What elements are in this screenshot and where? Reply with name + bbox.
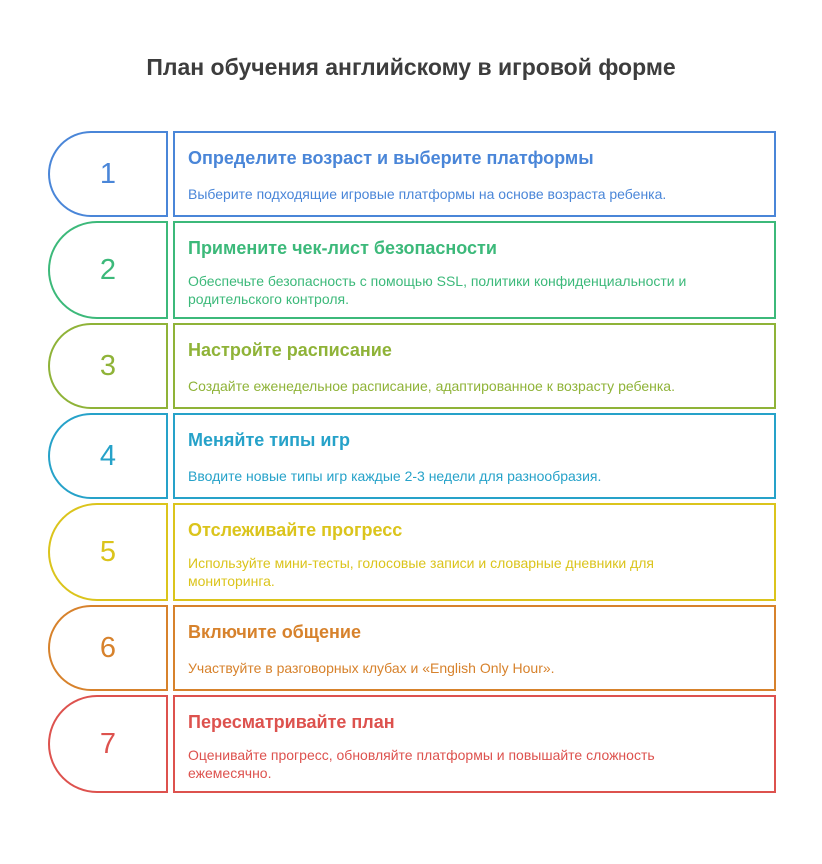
step-title: Примените чек-лист безопасности bbox=[188, 238, 497, 258]
step-2 bbox=[46, 221, 776, 319]
step-box bbox=[173, 605, 776, 691]
badge-divider bbox=[166, 413, 168, 499]
badge-divider bbox=[166, 695, 168, 793]
step-title: Пересматривайте план bbox=[188, 712, 395, 732]
step-4 bbox=[46, 413, 776, 499]
step-description: Выберите подходящие игровые платформы на основе возраста ребенка. bbox=[188, 186, 667, 202]
step-description: Обеспечьте безопасность с помощью SSL, политики конфиденциальности и родительского контроля. bbox=[188, 273, 687, 307]
step-box bbox=[173, 503, 776, 601]
step-description: Участвуйте в разговорных клубах и «English Only Hour». bbox=[188, 660, 555, 676]
step-box bbox=[173, 413, 776, 499]
step-1 bbox=[46, 131, 776, 217]
step-5 bbox=[46, 503, 776, 601]
step-title: Настройте расписание bbox=[188, 340, 392, 360]
badge-divider bbox=[166, 131, 168, 217]
step-description: Оценивайте прогресс, обновляйте платформы и повышайте сложность ежемесячно. bbox=[188, 747, 655, 781]
step-box bbox=[173, 131, 776, 217]
step-number-badge: 2 bbox=[48, 221, 166, 319]
step-number-badge: 4 bbox=[48, 413, 166, 499]
step-box bbox=[173, 221, 776, 319]
step-title: Определите возраст и выберите платформы bbox=[188, 148, 594, 168]
step-description: Используйте мини-тесты, голосовые записи и словарные дневники для мониторинга. bbox=[188, 555, 654, 589]
badge-divider bbox=[166, 605, 168, 691]
step-number-badge: 6 bbox=[48, 605, 166, 691]
step-description: Создайте еженедельное расписание, адаптированное к возрасту ребенка. bbox=[188, 378, 675, 394]
badge-divider bbox=[166, 323, 168, 409]
step-title: Меняйте типы игр bbox=[188, 430, 350, 450]
step-6 bbox=[46, 605, 776, 691]
step-7 bbox=[46, 695, 776, 793]
step-number-badge: 5 bbox=[48, 503, 166, 601]
step-description: Вводите новые типы игр каждые 2-3 недели для разнообразия. bbox=[188, 468, 602, 484]
step-box bbox=[173, 323, 776, 409]
step-title: Включите общение bbox=[188, 622, 361, 642]
badge-divider bbox=[166, 503, 168, 601]
step-number-badge: 3 bbox=[48, 323, 166, 409]
step-title: Отслеживайте прогресс bbox=[188, 520, 403, 540]
step-box bbox=[173, 695, 776, 793]
step-number-badge: 1 bbox=[48, 131, 166, 217]
step-3 bbox=[46, 323, 776, 409]
page-title: План обучения английскому в игровой форме bbox=[146, 54, 676, 80]
step-number-badge: 7 bbox=[48, 695, 166, 793]
badge-divider bbox=[166, 221, 168, 319]
